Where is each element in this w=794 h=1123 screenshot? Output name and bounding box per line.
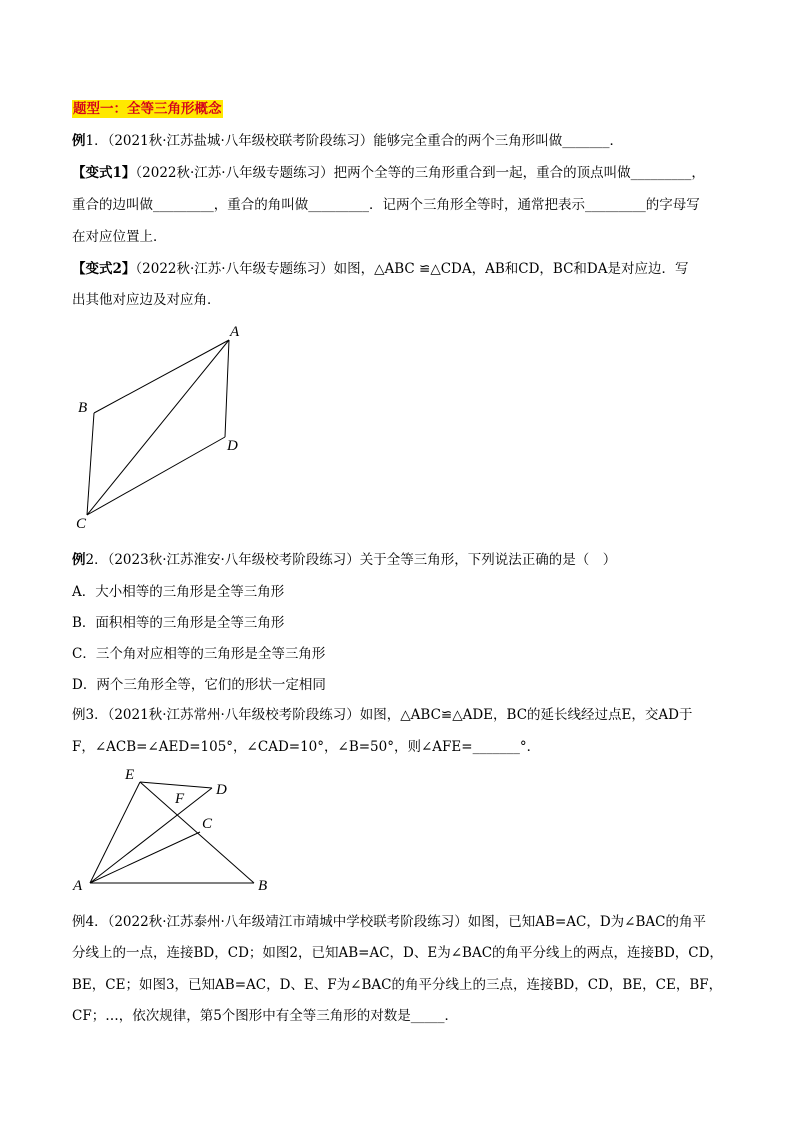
example-2-number: 2． [85, 552, 108, 568]
fig1-label-b: B [78, 400, 88, 416]
example-4-line-3: BE，CE；如图3，已知AB=AC，D、E、F为∠BAC的角平分线上的三点，连接BD，CD，BE，CE，BF， [72, 977, 723, 993]
variant-1-label: 【变式1】 [72, 165, 136, 181]
example-2-text: （2023秋·江苏淮安·八年级校考阶段练习）关于全等三角形，下列说法正确的是（ ） [107, 552, 617, 568]
fig2-label-a: A [73, 878, 83, 894]
fig2-label-c: C [202, 816, 213, 832]
segment-eb [140, 782, 254, 883]
variant-2-line-2: 出其他对应边及对应角． [72, 292, 221, 308]
fig1-label-d: D [227, 438, 238, 454]
fig1-label-c: C [76, 516, 87, 532]
fig2-label-d: D [216, 782, 227, 798]
fig2-label-b: B [258, 878, 268, 894]
example-1-text: （2021秋·江苏盐城·八年级校联考阶段练习）能够完全重合的两个三角形叫做_______． [107, 133, 624, 149]
section-heading: 题型一：全等三角形概念 [73, 101, 222, 117]
variant-1-text-1: （2022秋·江苏·八年级专题练习）把两个全等的三角形重合到一起，重合的顶点叫做_________， [135, 165, 705, 181]
fig1-label-a: A [230, 324, 240, 340]
example-2-label: 例 [72, 552, 86, 568]
segment-ed [140, 782, 212, 788]
segment-ae [90, 782, 140, 883]
example-4-line-4: CF；…，依次规律，第5个图形中有全等三角形的对数是_____． [72, 1008, 459, 1024]
fig2-label-e: E [125, 767, 135, 783]
option-a: A．大小相等的三角形是全等三角形 [72, 584, 285, 600]
fig2-label-f: F [175, 791, 185, 807]
option-d: D．两个三角形全等，它们的形状一定相同 [72, 677, 326, 693]
example-4-line-1: 例4．（2022秋·江苏泰州·八年级靖江市靖城中学校联考阶段练习）如图，已知AB=AC，D为∠BAC的角平 [72, 914, 706, 930]
example-1-label: 例 [72, 133, 86, 149]
option-c: C．三个角对应相等的三角形是全等三角形 [72, 646, 326, 662]
variant-2-label: 【变式2】 [72, 261, 136, 277]
example-1-number: 1． [85, 133, 108, 149]
example-3-line-2: F，∠ACB=∠AED=105°，∠CAD=10°，∠B=50°，则∠AFE=_______°． [72, 739, 541, 755]
variant-1-line-2: 重合的边叫做_________，重合的角叫做_________．记两个三角形全等时，通常把表示_________的字母写 [72, 197, 700, 213]
example-4-line-2: 分线上的一点，连接BD，CD；如图2，已知AB=AC，D、E为∠BAC的角平分线上的两点，连接BD，CD， [72, 945, 723, 961]
option-b: B．面积相等的三角形是全等三角形 [72, 615, 285, 631]
variant-1-line-3: 在对应位置上． [72, 229, 167, 245]
example-3-line-1: 例3．（2021秋·江苏常州·八年级校考阶段练习）如图，△ABC≌△ADE，BC的延长线经过点E，交AD于 [72, 707, 693, 723]
segment-ad [90, 788, 212, 883]
variant-2-text-1: （2022秋·江苏·八年级专题练习）如图，△ABC ≌△CDA，AB和CD，BC和DA是对应边．写 [135, 261, 689, 277]
